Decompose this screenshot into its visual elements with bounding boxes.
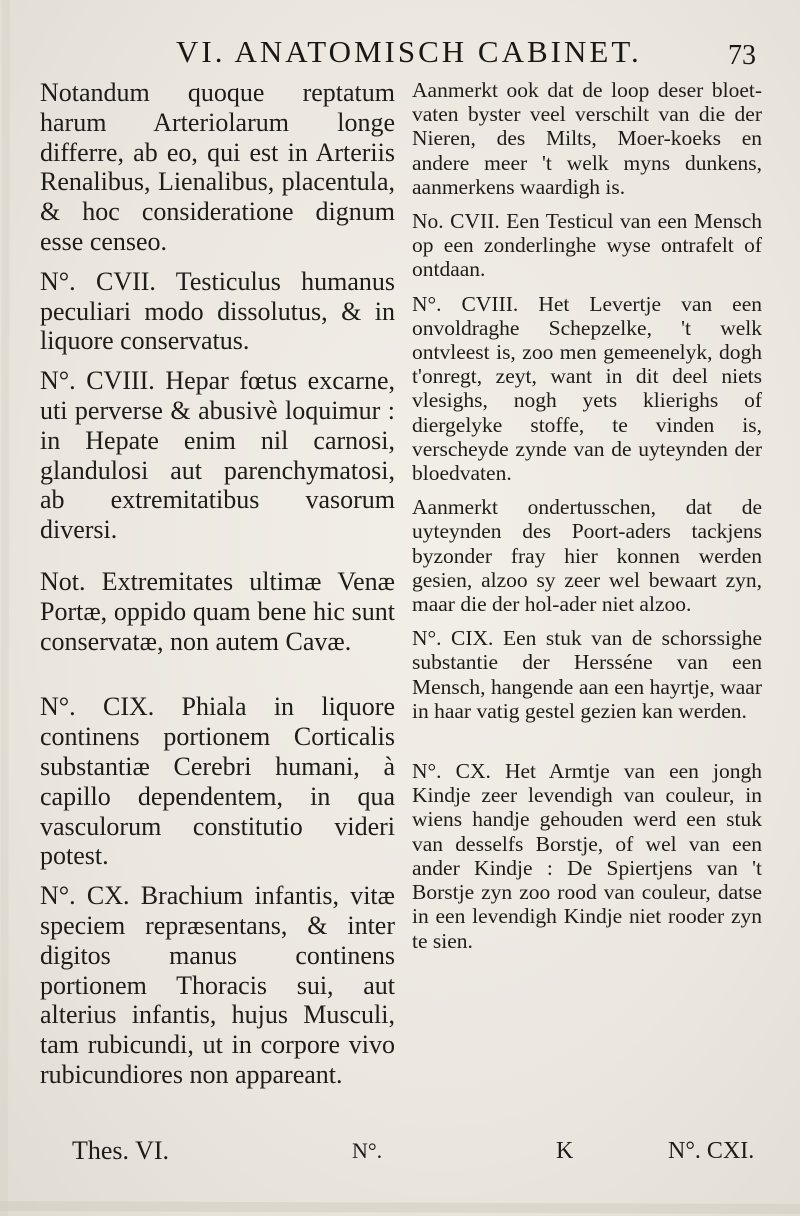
latin-paragraph-notandum: Notandum quoque reptatum harum Arteriolarum longe differre, ab eo, qui est in Arteriis Renalibus, Lienalibus, placentula, & hoc consideratione dignum esse censeo. <box>40 78 395 256</box>
dutch-column <box>412 78 762 953</box>
latin-column <box>40 78 395 1090</box>
gathering-mark: K <box>556 1138 574 1164</box>
signature-mark: Thes. VI. <box>72 1136 170 1165</box>
running-head <box>0 34 800 78</box>
latin-paragraph-cviii: N°. CVIII. Hepar fœtus excarne, uti perverse & abusivè loquimur : in Hepate enim nil carnosi, glandulosi aut parenchymatosi, ab extremitatibus vasorum diversi. <box>40 366 395 545</box>
dutch-paragraph-cix: N°. CIX. Een stuk van de schorssighe substantie der Hersséne van een Mensch, hangende aan een hayrtje, waar in haar vatig gestel gezien kan werden. <box>412 626 762 723</box>
running-title: VI. ANATOMISCH CABINET. <box>176 34 642 69</box>
catchword-left: N°. <box>352 1138 383 1163</box>
latin-paragraph-cix: N°. CIX. Phiala in liquore continens portionem Corticalis substantiæ Cerebri humani, à capillo dependentem, in qua vasculorum constitutio videri potest. <box>40 692 395 871</box>
latin-paragraph-cx: N°. CX. Brachium infantis, vitæ speciem repræsentans, & inter digitos manus continens portionem Thoracis sui, aut alterius infantis, hujus Musculi, tam rubicundi, ut in corpore vivo rubicundiores non appareant. <box>40 881 395 1089</box>
dutch-paragraph-note: Aanmerkt ondertusschen, dat de uyteynden des Poort-aders tackjens byzonder fray hier konnen werden gesien, alzoo sy zeer wel bewaart zyn, maar die der hol-ader niet alzoo. <box>412 495 762 617</box>
dutch-paragraph-aanmerkt: Aanmerkt ook dat de loop deser bloet-vaten byster veel verschilt van die der Nieren, des Milts, Moer-koeks en andere meer 't welk myns dunkens, aanmerkens waardigh is. <box>412 78 762 199</box>
latin-paragraph-cvii: N°. CVII. Testiculus humanus peculiari modo dissolutus, & in liquore conservatus. <box>40 266 395 356</box>
dutch-paragraph-cx: N°. CX. Het Armtje van een jongh Kindje zeer levendigh van couleur, in wiens handje gehouden werd een stuk van desselfs Borstje, of wel van een ander Kindje : De Spiertjens van 't Borstje zyn zoo rood van couleur, datse in een levendigh Kindje niet rooder zyn te sien. <box>412 759 762 953</box>
dutch-paragraph-cvii: No. CVII. Een Testicul van een Mensch op een zonderlinghe wyse ontrafelt of ontdaan. <box>412 209 762 282</box>
page-footer <box>0 1136 800 1170</box>
latin-paragraph-note: Not. Extremitates ultimæ Venæ Portæ, oppido quam bene hic sunt conservatæ, non autem Cavæ. <box>40 566 395 656</box>
page-number: 73 <box>728 40 756 71</box>
dutch-paragraph-cviii: N°. CVIII. Het Levertje van een onvoldraghe Schepzelke, 't welk ontvleest is, zoo men gemeenelyk, dogh t'onregt, zeyt, want in dit deel niets vlesighs, nogh yets klierighs of diergelyke stoffe, te vinden is, verscheyde zynde van de uyteynden der bloedvaten. <box>412 291 762 486</box>
catchword-right: N°. CXI. <box>668 1138 755 1164</box>
